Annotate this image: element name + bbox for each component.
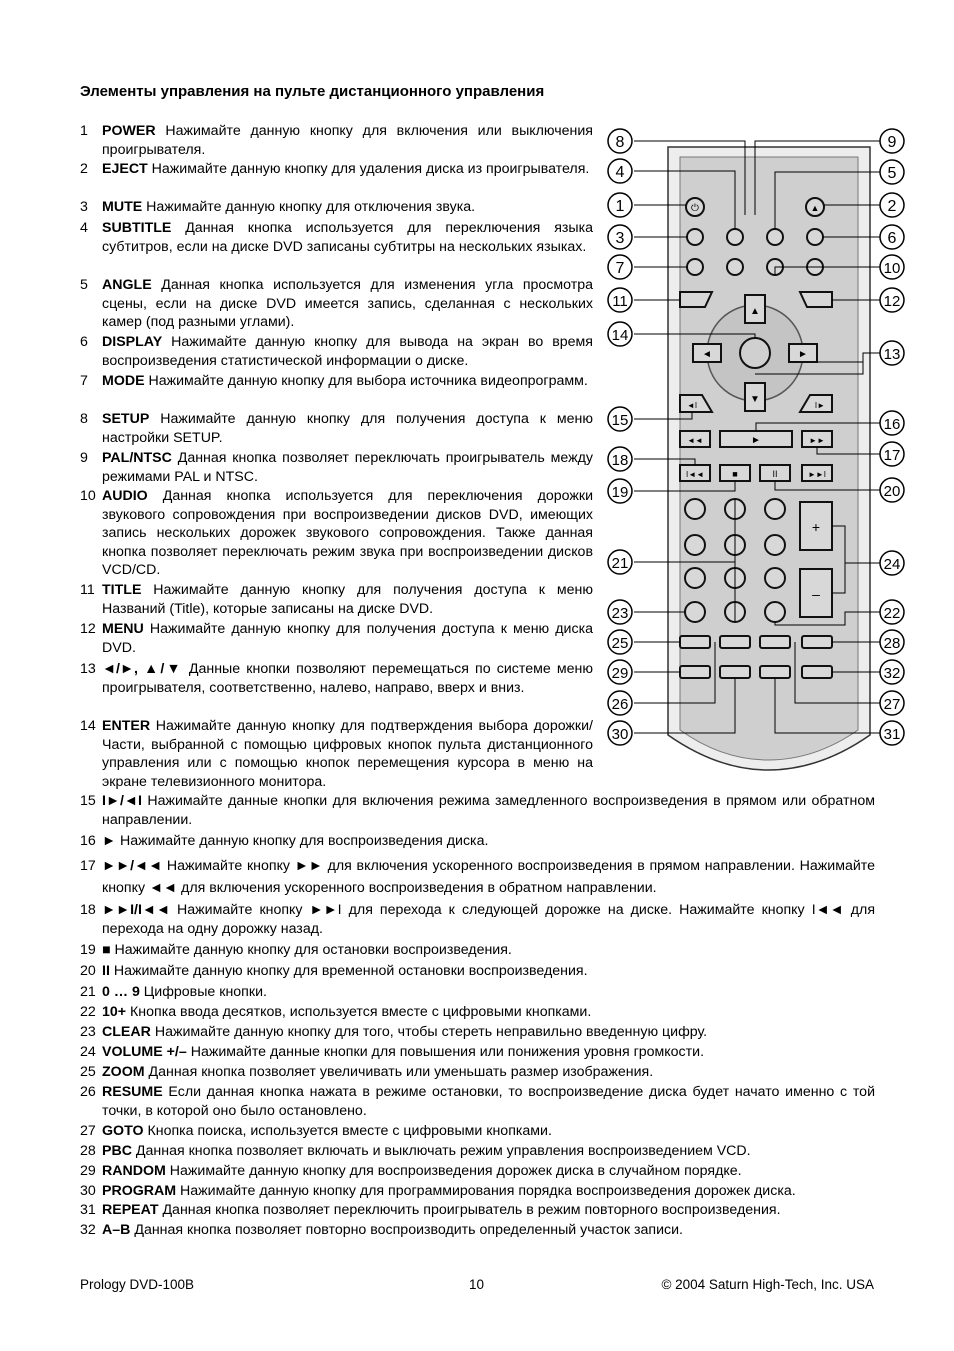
item-keyword: ◄/►, ▲/▼ <box>102 661 183 677</box>
item-text: Нажимайте данную кнопку для вывода на экран во время воспроизведения статистической информации о диске. <box>102 334 593 369</box>
list-item <box>80 1003 875 1022</box>
item-body <box>102 901 875 938</box>
callout-13 <box>880 341 904 365</box>
list-item <box>80 449 593 486</box>
goto-button[interactable] <box>720 636 750 648</box>
svg-text:31: 31 <box>883 726 901 743</box>
item-number: 2 <box>80 161 88 177</box>
remote-control-svg <box>600 125 920 775</box>
item-text: Нажимайте кнопку ►►I для перехода к следующей дорожке на диске. Нажимайте кнопку I◄◄ для перехода на одну дорожку назад. <box>102 902 875 937</box>
svg-text:11: 11 <box>612 293 628 310</box>
next-track-icon: ►►I <box>807 470 827 479</box>
item-text: Нажимайте данную кнопку для получения доступа к меню Названий (Title), которые записаны на диске DVD. <box>102 582 593 617</box>
list-item <box>80 832 875 851</box>
callout-7 <box>608 255 632 279</box>
item-keyword: TITLE <box>102 582 142 598</box>
item-number: 5 <box>80 277 88 293</box>
item-text: Данная кнопка позволяет переключать проигрыватель между режимами PAL и NTSC. <box>102 450 593 485</box>
item-text: Нажимайте данную кнопку для воспроизведения диска. <box>116 833 489 849</box>
item-text: Кнопка ввода десятков, используется вместе с цифровыми кнопками. <box>126 1004 592 1020</box>
item-keyword: ZOOM <box>102 1064 145 1080</box>
item-text: Нажимайте данную кнопку для подтверждения выбора дорожки/Части, выбранной с помощью цифровых кнопок пульта дистанционного управления или с помощью кнопок перемещения курсора в меню на экране телевизионного монитора. <box>102 718 593 790</box>
callout-30 <box>608 721 632 745</box>
digit-button[interactable] <box>685 499 705 519</box>
item-text: Нажимайте данную кнопку для остановки воспроизведения. <box>110 942 512 958</box>
list-item <box>80 941 875 960</box>
item-number: 19 <box>80 942 96 958</box>
item-body <box>102 1182 796 1201</box>
item-body <box>102 487 593 580</box>
svg-text:30: 30 <box>611 726 629 743</box>
item-text: Если данная кнопка нажата в режиме остановки, то воспроизведение диска будет начато именно с той точки, в которой оно было остановлено. <box>102 1084 875 1119</box>
repeat-button[interactable] <box>760 666 790 678</box>
list-item <box>80 198 593 217</box>
item-body <box>102 620 593 657</box>
item-text: Нажимайте данную кнопку для выбора источника видеопрограмм. <box>144 373 588 389</box>
item-number: 11 <box>80 582 95 598</box>
item-keyword: A–B <box>102 1222 131 1238</box>
list-item <box>80 620 593 657</box>
list-item <box>80 1083 875 1120</box>
a-b-button[interactable] <box>802 666 832 678</box>
item-body <box>102 941 512 960</box>
item-number: 9 <box>80 450 88 466</box>
item-keyword: GOTO <box>102 1123 144 1139</box>
angle-button[interactable] <box>767 229 783 245</box>
svg-text:3: 3 <box>615 230 625 247</box>
svg-text:26: 26 <box>611 696 629 713</box>
callout-20 <box>880 478 904 502</box>
item-body <box>102 1043 704 1062</box>
resume-button[interactable] <box>720 666 750 678</box>
item-text: Кнопка поиска, используется вместе с цифровыми кнопками. <box>143 1123 552 1139</box>
item-number: 23 <box>80 1024 96 1040</box>
list-item <box>80 487 593 580</box>
setup-button[interactable] <box>727 259 743 275</box>
item-body <box>102 449 593 486</box>
item-number: 30 <box>80 1183 96 1199</box>
digit-button[interactable] <box>765 568 785 588</box>
list-item <box>80 333 593 370</box>
item-number: 15 <box>80 793 96 809</box>
item-body <box>102 198 475 217</box>
right-arrow-icon: ► <box>798 349 808 360</box>
item-body <box>102 1221 683 1240</box>
item-text: Нажимайте данную кнопку для отключения звука. <box>142 199 476 215</box>
mute-button[interactable] <box>687 229 703 245</box>
item-text: Данная кнопка позволяет увеличивать или уменьшать размер изображения. <box>144 1064 654 1080</box>
item-text: Нажимайте данную кнопку для временной остановки воспроизведения. <box>109 963 588 979</box>
item-text: Данная кнопка позволяет повторно воспроизводить определенный участок записи. <box>130 1222 683 1238</box>
callout-14 <box>608 322 632 346</box>
callout-26 <box>608 691 632 715</box>
callout-12 <box>880 288 904 312</box>
item-body <box>102 160 589 179</box>
item-body <box>102 660 593 697</box>
callout-17 <box>880 442 904 466</box>
footer-page-number: 10 <box>469 1277 485 1292</box>
item-keyword: PROGRAM <box>102 1183 177 1199</box>
item-number: 26 <box>80 1084 96 1100</box>
svg-text:7: 7 <box>615 260 625 277</box>
svg-text:10: 10 <box>883 260 901 277</box>
svg-text:5: 5 <box>887 165 897 182</box>
item-body <box>102 855 875 899</box>
item-text: Нажимайте данную кнопку для программирования порядка воспроизведения дорожек диска. <box>176 1183 796 1199</box>
svg-text:13: 13 <box>883 346 901 363</box>
list-item <box>80 1063 875 1082</box>
list-item <box>80 855 875 899</box>
list-item <box>80 160 593 179</box>
item-body <box>102 372 588 391</box>
svg-text:20: 20 <box>883 483 901 500</box>
item-keyword: CLEAR <box>102 1024 151 1040</box>
item-body <box>102 1201 781 1220</box>
item-text: Нажимайте данные кнопки для включения режима замедленного воспроизведения в прямом или обратном направлении. <box>102 793 875 828</box>
power-icon: ⏻ <box>691 203 699 214</box>
svg-text:8: 8 <box>615 134 625 151</box>
mode-button[interactable] <box>687 259 703 275</box>
item-body <box>102 1083 875 1120</box>
item-text: Нажимайте данную кнопку для того, чтобы стереть неправильно введенную цифру. <box>150 1024 708 1040</box>
svg-text:28: 28 <box>883 635 901 652</box>
svg-text:15: 15 <box>611 412 629 429</box>
item-keyword: DISPLAY <box>102 334 163 350</box>
enter-button[interactable] <box>740 338 770 368</box>
callout-24 <box>880 551 904 575</box>
prev-track-icon: I◄◄ <box>685 470 705 479</box>
clear-button[interactable] <box>685 602 705 622</box>
item-body <box>102 962 588 981</box>
item-body <box>102 410 593 447</box>
item-text: Нажимайте кнопку ►► для включения ускоренного воспроизведения в прямом направлении. Нажимайте кнопку ◄◄ для включения ускоренного воспроизведения в обратном направлении. <box>102 858 875 896</box>
item-number: 8 <box>80 411 88 427</box>
item-keyword: ►►I/I◄◄ <box>102 902 170 918</box>
item-number: 28 <box>80 1143 96 1159</box>
item-keyword: II <box>102 963 110 979</box>
display-button[interactable] <box>807 229 823 245</box>
item-number: 29 <box>80 1163 96 1179</box>
item-keyword: RESUME <box>102 1084 163 1100</box>
item-keyword: ANGLE <box>102 277 152 293</box>
item-keyword: I►/◄I <box>102 793 142 809</box>
svg-text:18: 18 <box>611 452 629 469</box>
item-text: Нажимайте данную кнопку для удаления диска из проигрывателя. <box>147 161 590 177</box>
list-item <box>80 1142 875 1161</box>
item-text: Нажимайте данную кнопку для получения доступа к меню настройки SETUP. <box>102 411 593 446</box>
item-number: 31 <box>80 1202 96 1218</box>
item-keyword: AUDIO <box>102 488 148 504</box>
item-number: 18 <box>80 902 96 918</box>
item-keyword: VOLUME +/– <box>102 1044 187 1060</box>
item-number: 1 <box>80 123 88 139</box>
item-number: 25 <box>80 1064 96 1080</box>
callout-11 <box>608 288 632 312</box>
item-body <box>102 717 593 791</box>
svg-text:21: 21 <box>611 555 629 572</box>
svg-text:14: 14 <box>611 327 629 344</box>
callout-31 <box>880 721 904 745</box>
item-keyword: RANDOM <box>102 1163 166 1179</box>
ten-plus-button[interactable] <box>765 602 785 622</box>
item-body <box>102 581 593 618</box>
callout-10 <box>880 255 904 279</box>
item-keyword: ■ <box>102 942 111 958</box>
callout-28 <box>880 630 904 654</box>
item-number: 20 <box>80 963 96 979</box>
callout-32 <box>880 660 904 684</box>
item-number: 4 <box>80 220 88 236</box>
callout-25 <box>608 630 632 654</box>
list-item <box>80 372 593 391</box>
eject-icon: ▲ <box>810 203 820 213</box>
callout-5 <box>880 160 904 184</box>
callout-18 <box>608 447 632 471</box>
pause-icon: II <box>772 469 778 479</box>
callout-22 <box>880 600 904 624</box>
item-keyword: PAL/NTSC <box>102 450 172 466</box>
list-item <box>80 660 593 697</box>
rewind-icon: ◄◄ <box>687 436 703 445</box>
digit-button[interactable] <box>765 499 785 519</box>
item-keyword: ENTER <box>102 718 151 734</box>
up-arrow-icon: ▲ <box>750 306 760 317</box>
list-item <box>80 1182 875 1201</box>
pbc-button[interactable] <box>802 636 832 648</box>
item-number: 7 <box>80 373 88 389</box>
list-item <box>80 983 875 1002</box>
item-body <box>102 333 593 370</box>
page-heading: Элементы управления на пульте дистанционного управления <box>80 83 545 100</box>
svg-text:32: 32 <box>883 665 901 682</box>
item-keyword: MENU <box>102 621 144 637</box>
item-number: 6 <box>80 334 88 350</box>
item-text: Нажимайте данную кнопку для получения доступа к меню диска DVD. <box>102 621 593 656</box>
item-keyword: ► <box>102 833 117 849</box>
volume-plus-label: + <box>811 519 821 535</box>
callout-19 <box>608 479 632 503</box>
item-body <box>102 276 593 332</box>
item-body <box>102 1003 591 1022</box>
list-item <box>80 122 593 159</box>
svg-text:22: 22 <box>883 605 901 622</box>
svg-text:23: 23 <box>611 605 629 622</box>
svg-text:24: 24 <box>883 556 901 573</box>
list-item <box>80 962 875 981</box>
svg-text:6: 6 <box>887 230 897 247</box>
item-keyword: SUBTITLE <box>102 220 172 236</box>
callout-4 <box>608 159 632 183</box>
subtitle-button[interactable] <box>727 229 743 245</box>
svg-text:16: 16 <box>883 416 901 433</box>
list-item <box>80 792 875 829</box>
list-item <box>80 1201 875 1220</box>
list-item <box>80 717 593 791</box>
item-text: Нажимайте данную кнопку для воспроизведения дорожек диска в случайном порядке. <box>165 1163 742 1179</box>
down-arrow-icon: ▼ <box>750 394 760 405</box>
callout-29 <box>608 660 632 684</box>
item-body <box>102 832 488 851</box>
svg-text:2: 2 <box>887 198 897 215</box>
callout-16 <box>880 411 904 435</box>
item-number: 3 <box>80 199 88 215</box>
footer-model: Prology DVD-100B <box>80 1277 195 1292</box>
item-body <box>102 1162 742 1181</box>
item-keyword: MUTE <box>102 199 143 215</box>
callout-23 <box>608 600 632 624</box>
svg-text:4: 4 <box>615 164 625 181</box>
goto-button[interactable] <box>760 636 790 648</box>
item-number: 32 <box>80 1222 96 1238</box>
svg-text:19: 19 <box>611 484 629 501</box>
item-text: Нажимайте данную кнопку для включения или выключения проигрывателя. <box>102 123 593 158</box>
list-item <box>80 901 875 938</box>
item-keyword: POWER <box>102 123 156 139</box>
item-body <box>102 1023 707 1042</box>
volume-minus-label: – <box>812 586 820 602</box>
item-text: Данная кнопка используется для переключения дорожки звукового сопровождения при воспроизведении дисков DVD, имеющих запись нескольких дорожек звукового сопровождения. Также данная кнопка позволяет переключать режим звука при воспроизведении дисков VCD/CD. <box>102 488 593 578</box>
item-body <box>102 792 875 829</box>
callout-6 <box>880 225 904 249</box>
fast-forward-icon: ►► <box>809 436 825 445</box>
callout-2 <box>880 193 904 217</box>
item-text: Данная кнопка используется для изменения угла просмотра сцены, если на диске DVD имеется запись, сделанная с нескольких камер (под разными углами). <box>102 277 593 330</box>
item-number: 12 <box>80 621 96 637</box>
item-text: Данная кнопка используется для переключения языка субтитров, если на диске DVD записаны субтитры на нескольких языках. <box>102 220 593 255</box>
item-body <box>102 1063 653 1082</box>
item-number: 14 <box>80 718 96 734</box>
item-text: Данные кнопки позволяют перемещаться по системе меню проигрывателя, соответственно, налево, направо, вверх и вниз. <box>102 661 594 696</box>
item-keyword: REPEAT <box>102 1202 159 1218</box>
digit-button[interactable] <box>685 535 705 555</box>
list-item <box>80 1043 875 1062</box>
callout-21 <box>608 550 632 574</box>
svg-text:29: 29 <box>611 665 629 682</box>
item-number: 10 <box>80 488 96 504</box>
digit-button[interactable] <box>685 568 705 588</box>
zoom-button[interactable] <box>680 636 710 648</box>
item-text: Данная кнопка позволяет переключить проигрыватель в режим повторного воспроизведения. <box>158 1202 781 1218</box>
item-number: 13 <box>80 661 96 677</box>
list-item <box>80 1162 875 1181</box>
list-item <box>80 410 593 447</box>
item-body <box>102 1142 751 1161</box>
item-number: 16 <box>80 833 96 849</box>
play-icon: ► <box>751 435 761 446</box>
left-arrow-icon: ◄ <box>702 349 712 360</box>
svg-text:25: 25 <box>611 635 629 652</box>
slow-reverse-icon: ◄I <box>686 401 698 410</box>
callout-9 <box>880 129 904 153</box>
list-item <box>80 1221 875 1240</box>
item-keyword: 0 … 9 <box>102 984 140 1000</box>
footer-copyright: © 2004 Saturn High-Tech, Inc. USA <box>661 1277 874 1292</box>
item-keyword: EJECT <box>102 161 148 177</box>
item-text: Нажимайте данные кнопки для повышения или понижения уровня громкости. <box>186 1044 705 1060</box>
item-keyword: ►►/◄◄ <box>102 858 163 874</box>
item-number: 21 <box>80 984 96 1000</box>
digit-button[interactable] <box>765 535 785 555</box>
item-number: 17 <box>80 858 96 874</box>
callout-8 <box>608 129 632 153</box>
item-body <box>102 983 267 1002</box>
svg-text:17: 17 <box>883 447 901 464</box>
list-item <box>80 219 593 256</box>
item-body <box>102 1122 552 1141</box>
list-item <box>80 1023 875 1042</box>
callout-27 <box>880 691 904 715</box>
item-text: Данная кнопка позволяет включать и выключать режим управления воспроизведением VCD. <box>131 1143 751 1159</box>
svg-text:27: 27 <box>883 696 901 713</box>
item-body <box>102 219 593 256</box>
item-text: Цифровые кнопки. <box>139 984 267 1000</box>
svg-text:1: 1 <box>615 198 625 215</box>
svg-text:12: 12 <box>883 293 901 310</box>
stop-icon: ■ <box>732 469 738 479</box>
slow-forward-icon: I► <box>814 401 826 410</box>
item-keyword: PBC <box>102 1143 132 1159</box>
callout-3 <box>608 225 632 249</box>
list-item <box>80 581 593 618</box>
item-keyword: SETUP <box>102 411 150 427</box>
random-button[interactable] <box>680 666 710 678</box>
item-keyword: 10+ <box>102 1004 127 1020</box>
callout-1 <box>608 193 632 217</box>
list-item <box>80 276 593 332</box>
item-number: 27 <box>80 1123 96 1139</box>
item-body <box>102 122 593 159</box>
callout-15 <box>608 407 632 431</box>
item-number: 24 <box>80 1044 96 1060</box>
item-keyword: MODE <box>102 373 145 389</box>
item-number: 22 <box>80 1004 96 1020</box>
list-item <box>80 1122 875 1141</box>
remote-control-diagram <box>600 125 920 775</box>
svg-text:9: 9 <box>887 134 897 151</box>
